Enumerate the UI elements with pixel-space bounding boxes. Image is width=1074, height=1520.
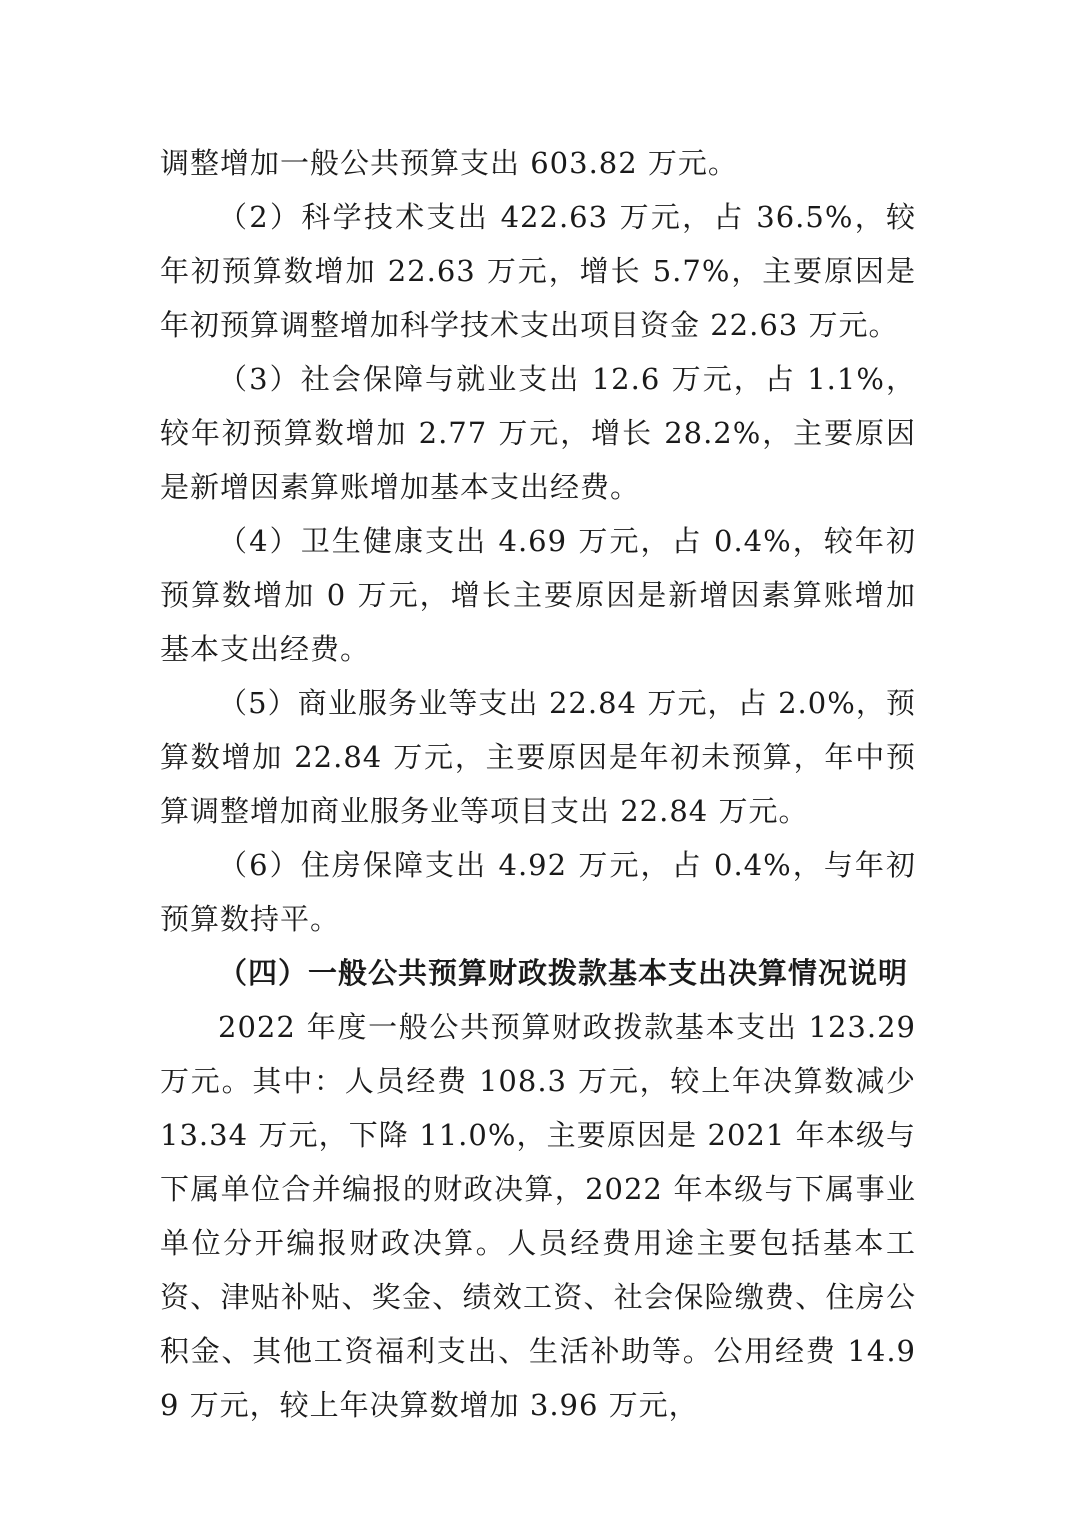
paragraph-commerce-services: （5）商业服务业等支出 22.84 万元，占 2.0%，预算数增加 22.84 万元，主要原因是年初未预算，年中预算调整增加商业服务业等项目支出 22.84 万元。 [160,686,916,828]
paragraph-social-security: （3）社会保障与就业支出 12.6 万元，占 1.1%，较年初预算数增加 2.77 万元，增长 28.2%，主要原因是新增因素算账增加基本支出经费。 [160,362,916,504]
paragraph-housing: （6）住房保障支出 4.92 万元，占 0.4%，与年初预算数持平。 [160,848,916,936]
section-heading-basic-expenditure: （四）一般公共预算财政拨款基本支出决算情况说明 [218,956,909,990]
paragraph-expense-adjustment: 调整增加一般公共预算支出 603.82 万元。 [160,146,738,180]
document-body [160,136,916,1432]
paragraph-basic-expenditure: 2022 年度一般公共预算财政拨款基本支出 123.29 万元。其中：人员经费 108.3 万元，较上年决算数减少 13.34 万元，下降 11.0%，主要原因是 2021 年本级与下属单位合并编报的财政决算，2022 年本级与下属事业单位分开编报财政决算。人员经费用途主要包括基本工资、津贴补贴、奖金、绩效工资、社会保险缴费、住房公积金、其他工资福利支出、生活补助等。公用经费 14.99 万元，较上年决算数增加 3.96 万元， [160,1010,916,1422]
paragraph-science-technology: （2）科学技术支出 422.63 万元，占 36.5%，较年初预算数增加 22.63 万元，增长 5.7%，主要原因是年初预算调整增加科学技术支出项目资金 22.63 万元。 [160,200,916,342]
paragraph-health: （4）卫生健康支出 4.69 万元，占 0.4%，较年初预算数增加 0 万元，增长主要原因是新增因素算账增加基本支出经费。 [160,524,916,666]
